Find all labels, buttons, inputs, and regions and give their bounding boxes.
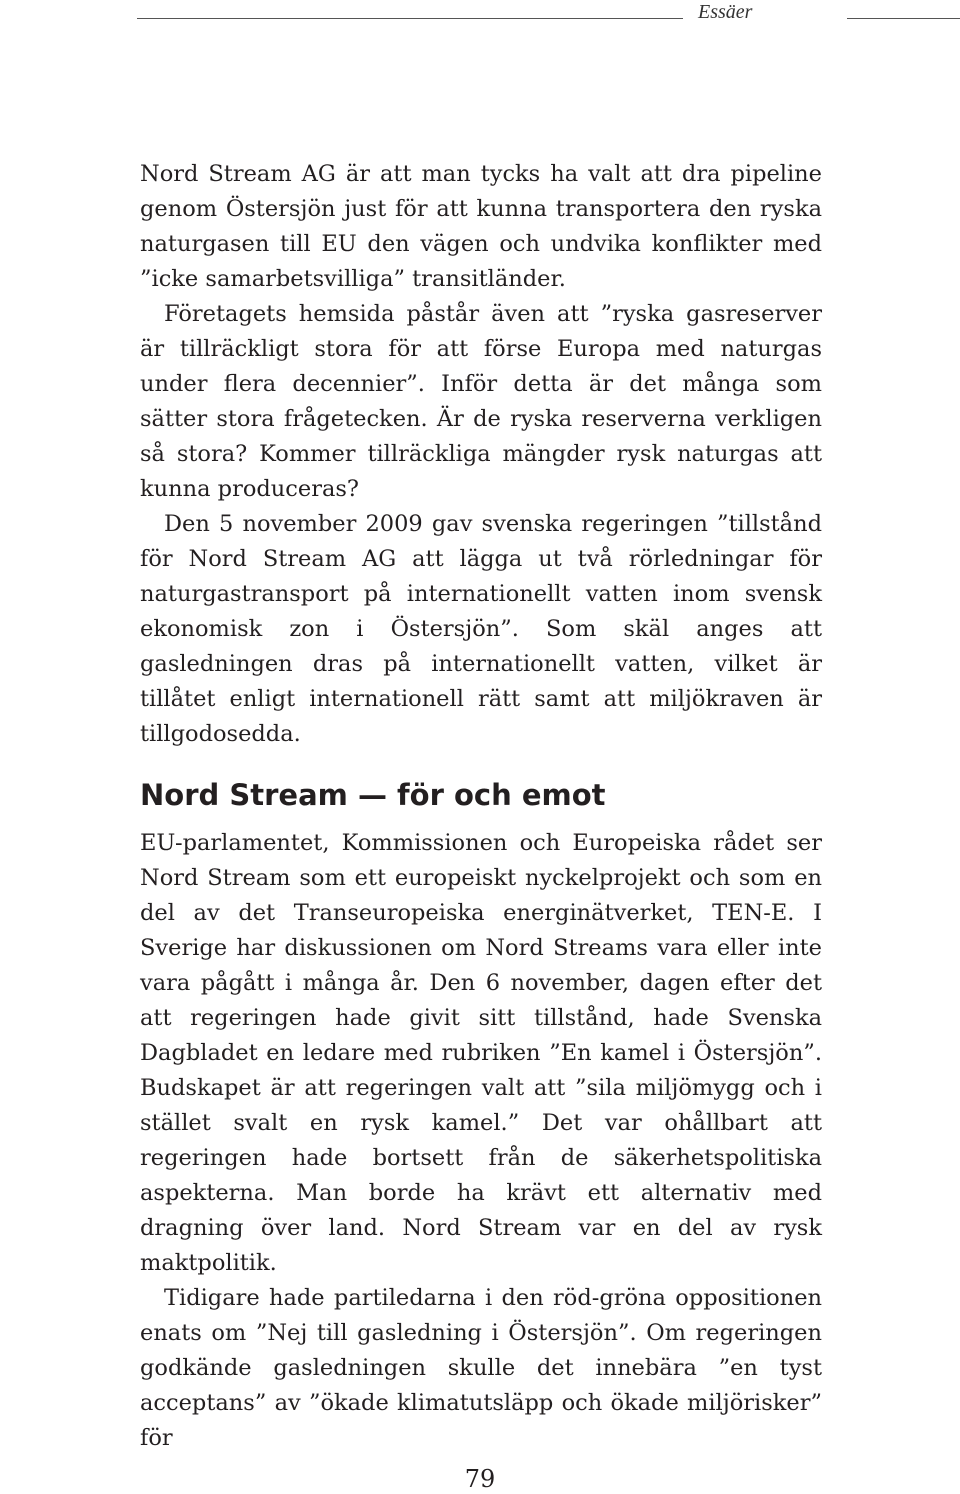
paragraph: Nord Stream AG är att man tycks ha valt att dra pipeline genom Östersjön just för att kunna transportera den ryska naturgasen till EU den vägen och undvika konflikter med ”icke samarbetsvilliga” transitländer. bbox=[140, 161, 822, 292]
running-header-section: Essäer bbox=[698, 1, 753, 23]
paragraph: Tidigare hade partiledarna i den röd-gröna oppositionen enats om ”Nej till gasledning i Östersjön”. Om regeringen godkände gasledningen skulle det innebära ”en tyst acceptans” av ”ökade klimatutsläpp och ökade miljörisker” för bbox=[140, 1285, 822, 1451]
paragraph: EU-parlamentet, Kommissionen och Europeiska rådet ser Nord Stream som ett europeiskt nyckelprojekt och som en del av det Transeuropeiska energinätverket, TEN-E. I Sverige har diskussionen om Nord Streams vara eller inte vara pågått i många år. Den 6 november, dagen efter det att regeringen hade givit sitt tillstånd, hade Svenska Dagbladet en ledare med rubriken ”En kamel i Östersjön”. Budskapet är att regeringen valt att ”sila miljömygg och i stället svalt en rysk kamel.” Det var ohållbart att regeringen hade bortsett från de säkerhetspolitiska aspekterna. Man borde ha krävt ett alternativ med dragning över land. Nord Stream var en del av rysk maktpolitik. bbox=[140, 830, 822, 1276]
page-number: 79 bbox=[464, 1465, 496, 1493]
header-rule-left bbox=[137, 18, 683, 19]
body-text-bottom bbox=[140, 826, 822, 1456]
paragraph: Företagets hemsida påstår även att ”ryska gasreserver är tillräckligt stora för att förse Europa med naturgas under flera decennier”. Inför detta är det många som sätter stora frågetecken. Är de ryska reserverna verkligen så stora? Kommer tillräckliga mängder rysk naturgas att kunna produceras? bbox=[140, 301, 822, 502]
body-text-top bbox=[140, 157, 822, 752]
header-rule-right bbox=[847, 18, 960, 19]
paragraph: Den 5 november 2009 gav svenska regeringen ”tillstånd för Nord Stream AG att lägga ut två rörledningar för naturgastransport på internationellt vatten inom svensk ekonomisk zon i Östersjön”. Som skäl anges att gasledningen dras på internationellt vatten, vilket är tillåtet enligt internationell rätt samt att miljökraven är tillgodosedda. bbox=[140, 511, 822, 747]
section-heading: Nord Stream — för och emot bbox=[140, 778, 606, 812]
